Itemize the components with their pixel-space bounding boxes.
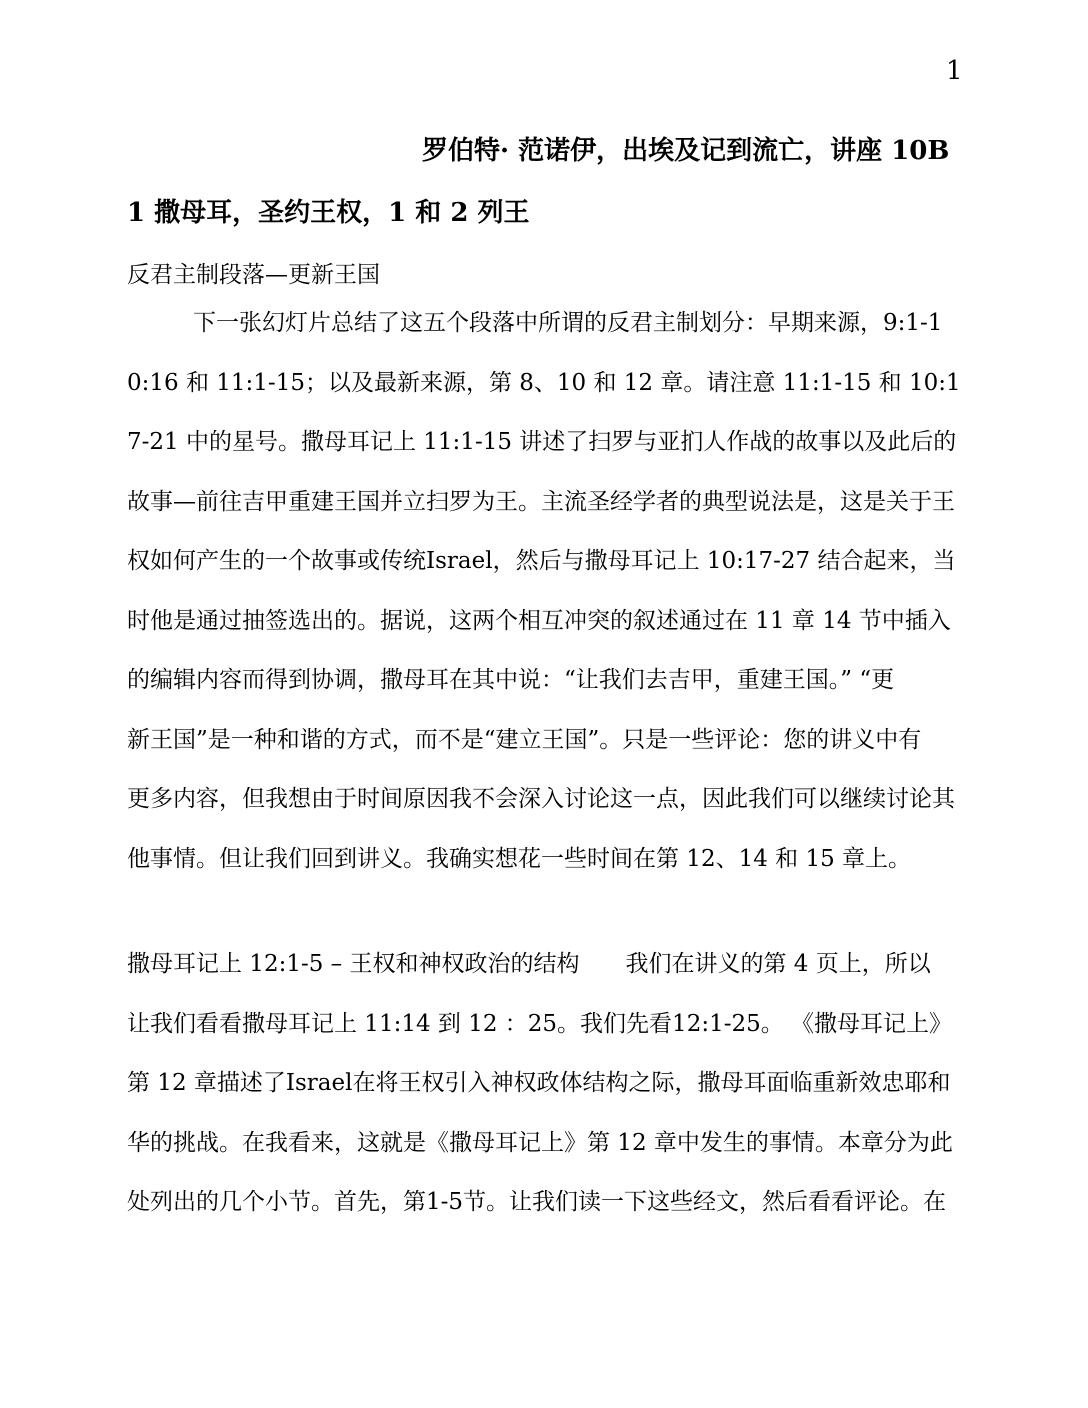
- paragraph-line: 7-21 中的星号。撒母耳记上 11:1-15 讲述了扫罗与亚扪人作战的故事以及此后的: [127, 429, 957, 455]
- paragraph-line: 的编辑内容而得到协调，撒母耳在其中说：“让我们去吉甲，重建王国。” “更: [127, 667, 895, 693]
- paragraph-line: 更多内容，但我想由于时间原因我不会深入讨论这一点，因此我们可以继续讨论其: [127, 786, 955, 812]
- paragraph-2: [127, 935, 967, 1233]
- paragraph-line: 处列出的几个小节。首先，第1-5节。让我们读一下这些经文，然后看看评论。在: [127, 1189, 947, 1215]
- paragraph-line: 撒母耳记上 12:1-5 – 王权和神权政治的结构 我们在讲义的第 4 页上，所以: [127, 951, 931, 977]
- subsection-heading: 反君主制段落—更新王国: [127, 262, 380, 288]
- paragraph-1: [127, 294, 967, 889]
- paragraph-line: 下一张幻灯片总结了这五个段落中所谓的反君主制划分：早期来源，9:1-1: [193, 310, 943, 336]
- document-title: 罗伯特· 范诺伊，出埃及记到流亡，讲座 10B: [422, 136, 950, 166]
- paragraph-line: 新王国”是一种和谐的方式，而不是“建立王国”。只是一些评论：您的讲义中有: [127, 726, 922, 753]
- page-number: 1: [946, 56, 963, 86]
- paragraph-line: 让我们看看撒母耳记上 11:14 到 12 ：25。我们先看12:1-25。 《撒母耳记上》: [127, 1010, 953, 1037]
- paragraph-line: 时他是通过抽签选出的。据说，这两个相互冲突的叙述通过在 11 章 14 节中插入: [127, 607, 951, 634]
- paragraph-line: 故事—前往吉甲重建王国并立扫罗为王。主流圣经学者的典型说法是，这是关于王: [127, 488, 955, 515]
- paragraph-line: 他事情。但让我们回到讲义。我确实想花一些时间在第 12、14 和 15 章上。: [127, 845, 912, 872]
- paragraph-line: 权如何产生的一个故事或传统Israel，然后与撒母耳记上 10:17-27 结合起来，当: [127, 548, 956, 574]
- paragraph-line: 华的挑战。在我看来，这就是《撒母耳记上》第 12 章中发生的事情。本章分为此: [127, 1129, 953, 1156]
- section-heading: 1 撒母耳，圣约王权，1 和 2 列王: [127, 198, 530, 228]
- paragraph-line: 0:16 和 11:1-15；以及最新来源，第 8、10 和 12 章。请注意 11:1-15 和 10:1: [127, 369, 961, 396]
- paragraph-line: 第 12 章描述了Israel在将王权引入神权政体结构之际，撒母耳面临重新效忠耶和: [127, 1070, 951, 1096]
